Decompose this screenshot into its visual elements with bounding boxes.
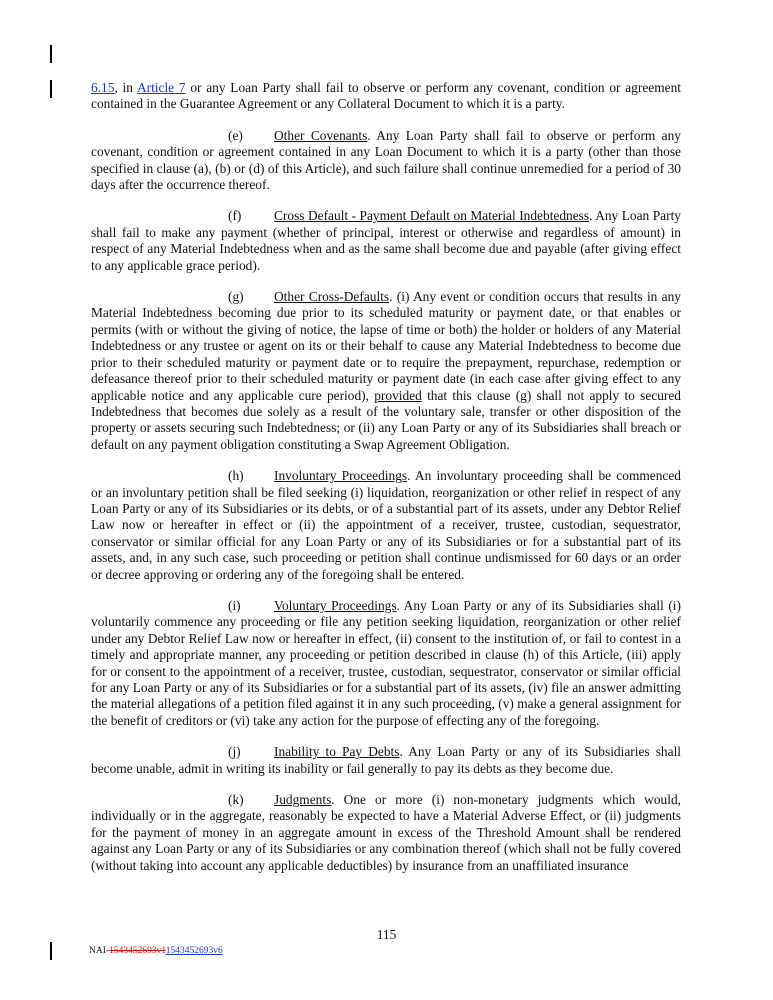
clause-label: (e) xyxy=(228,127,243,143)
clause-e: (e) Other Covenants. Any Loan Party shall fail to observe or perform any covenant, condition or agreement contained in any Loan Document to which it is a party (other than those specified in clause (a), (b) or (d) of this Article), and such failure shall continue unremedied for a period of 30 days after the occurrence thereof. xyxy=(91,127,681,193)
clause-heading: Other Cross-Defaults xyxy=(274,289,390,305)
clause-g: (g) Other Cross-Defaults. (i) Any event or condition occurs that results in any Material Indebtedness becoming due prior to its scheduled maturity or payment date, or that enables or permits (with or without the giving of notice, the lapse of time or both) the holder or holders of any Material Indebtedness or any trustee or agent on its or their behalf to cause any Material Indebtedness to become due prior to their scheduled maturity or payment date or to require the prepayment, repurchase, redemption or defeasance thereof prior to their scheduled maturity or payment date (in each case after giving effect to any applicable notice and any applicable cure period), provided that this clause (g) shall not apply to secured Indebtedness that becomes due solely as a result of the voluntary sale, transfer or other disposition of the property or assets securing such Indebtedness; or (ii) any Loan Party or any of its Subsidiaries shall breach or default on any payment obligation constituting a Swap Agreement Obligation. xyxy=(91,289,681,452)
provided-term: provided xyxy=(374,387,422,403)
clause-label: (h) xyxy=(228,468,244,484)
clause-heading: Voluntary Proceedings xyxy=(274,597,397,613)
document-footer xyxy=(89,946,223,956)
change-bar xyxy=(50,45,52,63)
clause-label: (i) xyxy=(228,597,241,613)
clause-f: (f) Cross Default - Payment Default on Material Indebtedness. Any Loan Party shall fail to make any payment (whether of principal, interest or otherwise and regardless of amount) in respect of any Material Indebtedness when and as the same shall become due and payable (after giving effect to any applicable grace period). xyxy=(91,208,681,273)
clause-label: (j) xyxy=(228,744,241,760)
deleted-doc-id: 1543452693v1 xyxy=(109,946,166,956)
clause-label: (f) xyxy=(228,208,242,224)
change-bar xyxy=(50,80,52,98)
clause-label: (g) xyxy=(228,289,244,305)
clause-heading: Judgments xyxy=(274,792,332,808)
inserted-doc-id: 1543452693v6 xyxy=(165,946,223,956)
clause-heading: Cross Default - Payment Default on Material Indebtedness xyxy=(274,208,590,224)
body-text xyxy=(91,80,681,889)
footer-prefix: NAI- xyxy=(89,946,110,956)
clause-label: (k) xyxy=(228,792,244,808)
clause-j: (j) Inability to Pay Debts. Any Loan Party or any of its Subsidiaries shall become unable, admit in writing its inability or fail generally to pay its debts as they become due. xyxy=(91,744,682,776)
clause-heading: Other Covenants xyxy=(274,127,368,143)
change-bar xyxy=(50,942,52,960)
clause-h: (h) Involuntary Proceedings. An involuntary proceeding shall be commenced or an involuntary petition shall be filed seeking (i) liquidation, reorganization or other relief in respect of any Loan Party or any of its Subsidiaries or its debts, or of a substantial part of its assets, under any Debtor Relief Law now or hereafter in effect or (ii) the appointment of a receiver, trustee, custodian, sequestrator, conservator or similar official for any Loan Party or any of its Subsidiaries or for a substantial part of its assets, and, in any such case, such proceeding or petition shall continue undismissed for 60 days or an order or decree approving or ordering any of the foregoing shall be entered. xyxy=(91,468,681,582)
article-link[interactable]: Article 7 xyxy=(136,80,186,95)
page-number: 115 xyxy=(376,927,397,942)
clause-heading: Involuntary Proceedings xyxy=(274,468,408,484)
section-link[interactable]: 6.15 xyxy=(91,80,115,95)
clause-k: (k) Judgments. One or more (i) non-monetary judgments which would, individually or in the aggregate, reasonably be expected to have a Material Adverse Effect, or (ii) judgments for the payment of money in an aggregate amount in excess of the Threshold Amount shall be rendered against any Loan Party or any of its Subsidiaries or any combination thereof (which shall not be fully covered (without taking into account any applicable deductibles) by insurance from an unaffiliated insurance xyxy=(91,792,681,873)
intro-paragraph: 6.15, in Article 7 or any Loan Party shall fail to observe or perform any covenant, condition or agreement contained in the Guarantee Agreement or any Collateral Document to which it is a party. xyxy=(91,80,681,112)
clause-i: (i) Voluntary Proceedings. Any Loan Party or any of its Subsidiaries shall (i) voluntarily commence any proceeding or file any petition seeking liquidation, reorganization or other relief under any Debtor Relief Law now or hereafter in effect, (ii) consent to the institution of, or fail to contest in a timely and appropriate manner, any proceeding or petition described in clause (h) of this Article, (iii) apply for or consent to the appointment of a receiver, trustee, custodian, sequestrator, conservator or similar official for any Loan Party or any of its Subsidiaries or for a substantial part of its assets, (iv) file an answer admitting the material allegations of a petition filed against it in any such proceeding, (v) make a general assignment for the benefit of creditors or (vi) take any action for the purpose of effecting any of the foregoing. xyxy=(91,597,681,728)
clause-heading: Inability to Pay Debts xyxy=(274,744,400,760)
